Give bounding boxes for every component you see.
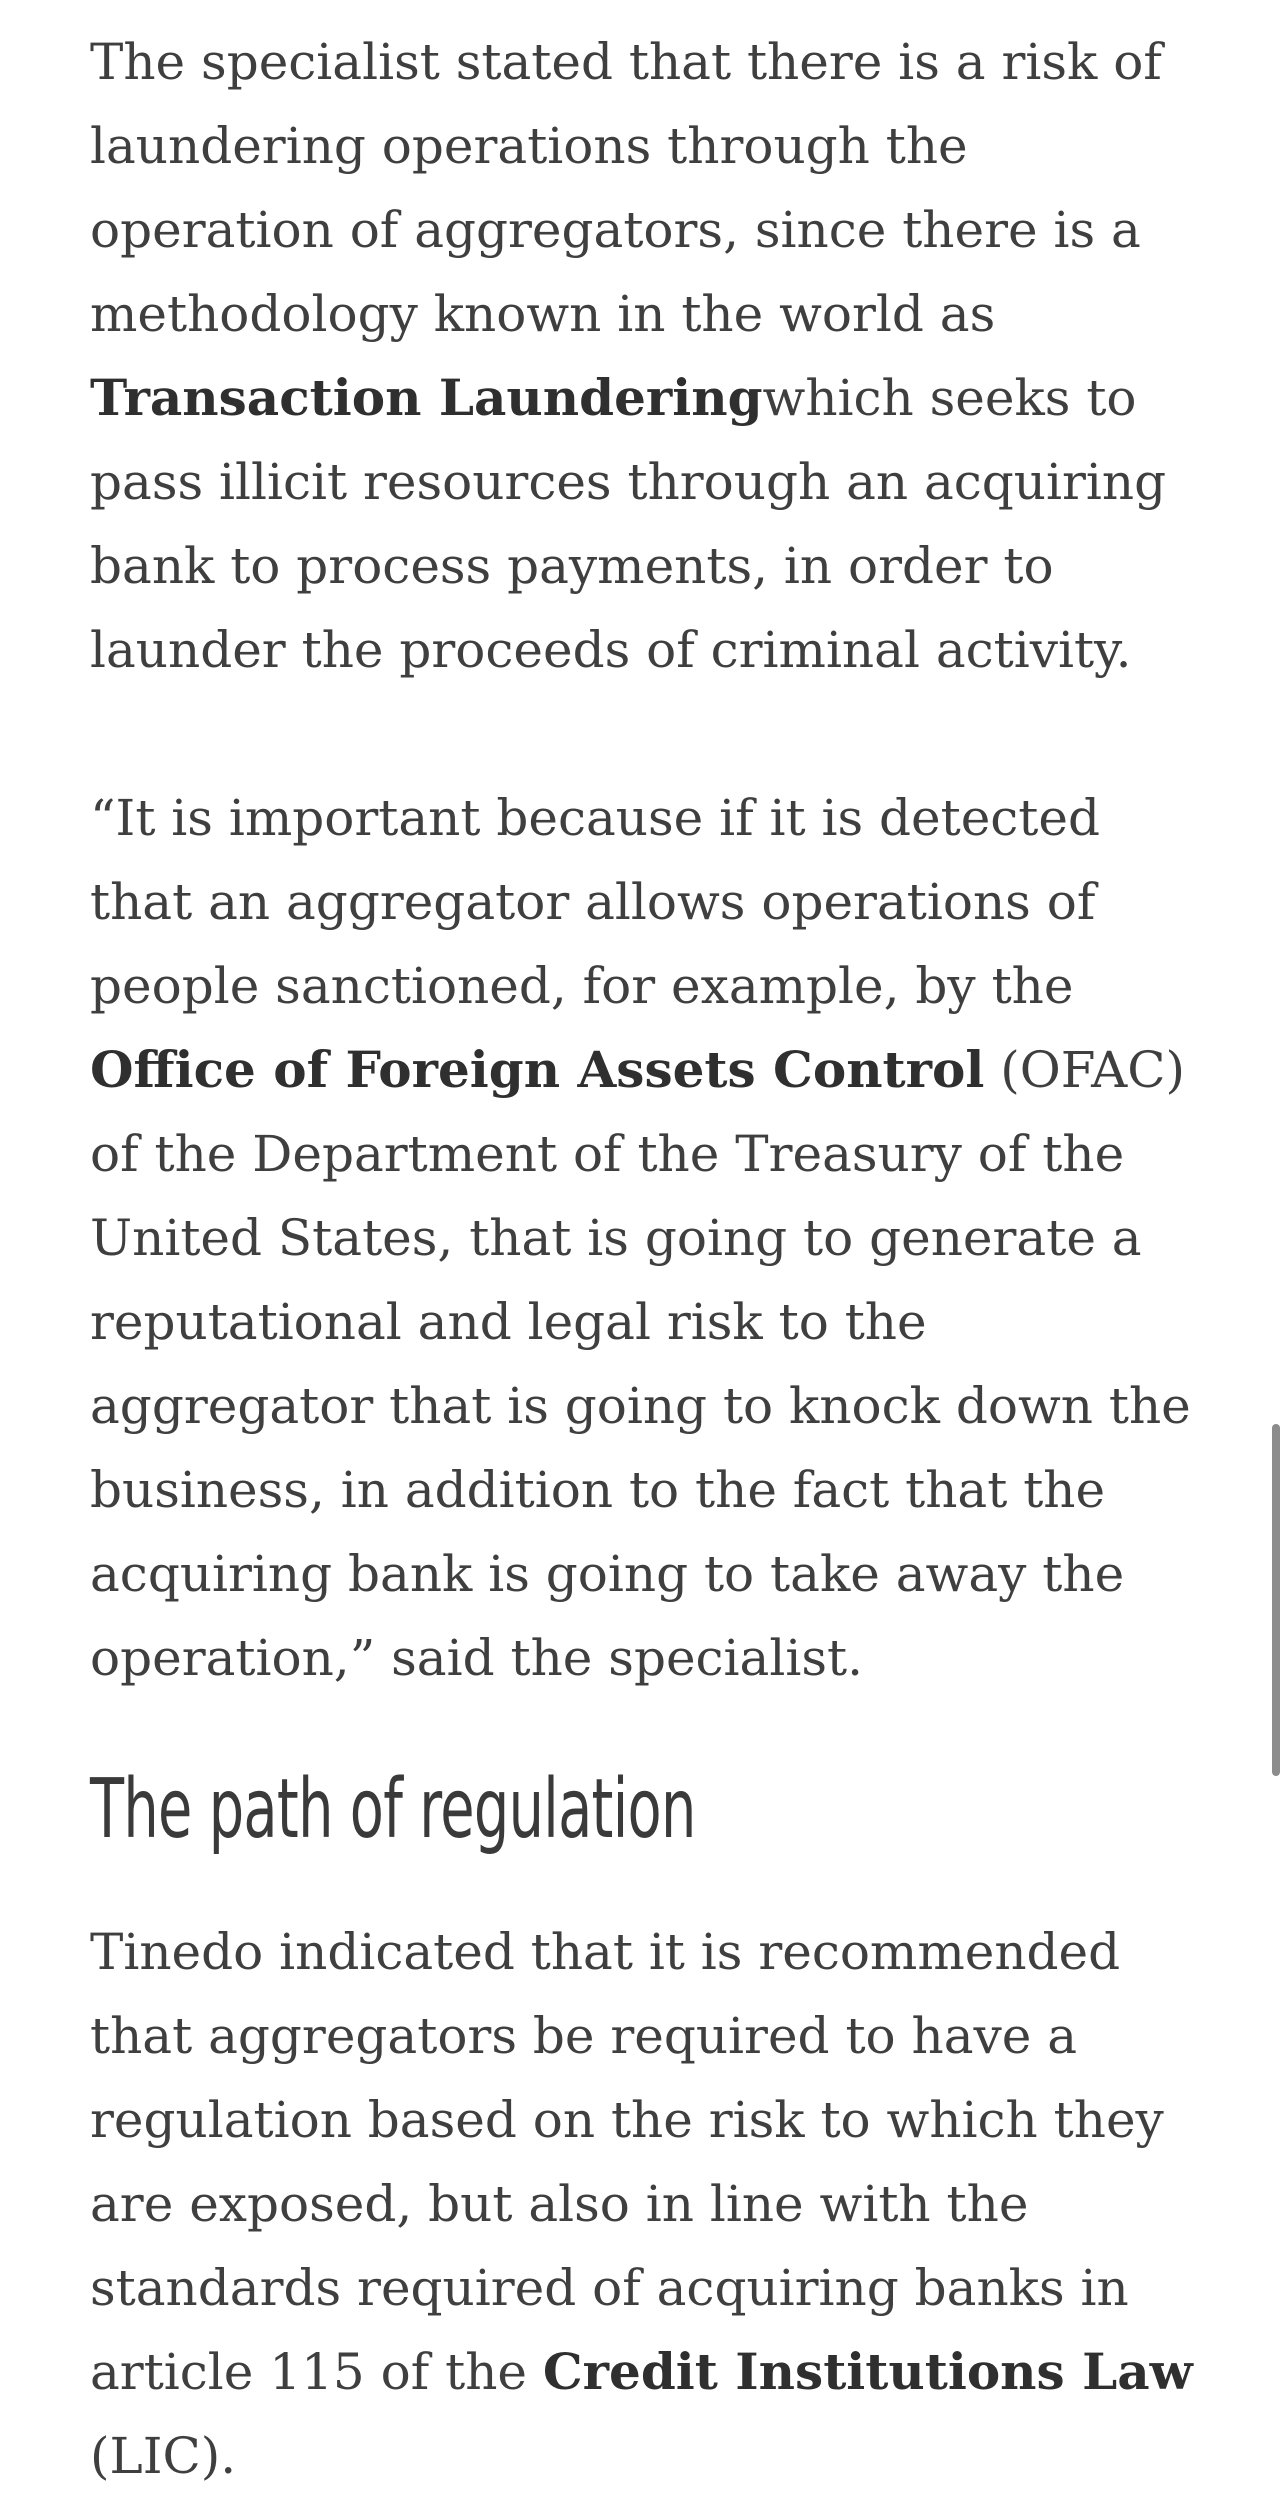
paragraph-transaction-laundering xyxy=(90,20,1210,692)
paragraph-text: which seeks to pass illicit resources through an acquiring bank to process payments, in order to launder the proceeds of criminal activity. xyxy=(90,369,1167,679)
bold-term-transaction-laundering: Transaction Laundering xyxy=(90,368,763,427)
paragraph-specialist-quote xyxy=(90,776,1210,1700)
bold-term-credit-institutions-law: Credit Institutions Law xyxy=(542,2342,1193,2401)
paragraph-text: The specialist stated that there is a risk of laundering operations through the operation of aggregators, since there is a methodology known in the world as xyxy=(90,33,1162,343)
section-heading: The path of regulation xyxy=(90,1762,696,1857)
paragraph-text: “It is important because if it is detected that an aggregator allows operations of people sanctioned, for example, by the xyxy=(90,789,1100,1015)
paragraph-text: Tinedo indicated that it is recommended that aggregators be required to have a regulation based on the risk to which they are exposed, but also in line with the standards required of acquiring banks in article 115 of the xyxy=(90,1923,1164,2401)
vertical-scrollbar-thumb[interactable] xyxy=(1272,1424,1280,1776)
bold-term-ofac: Office of Foreign Assets Control xyxy=(90,1040,985,1099)
paragraph-regulation xyxy=(90,1910,1210,2498)
paragraph-text: (OFAC) of the Department of the Treasury of the United States, that is going to generate a reputational and legal risk to the aggregator that is going to knock down the business, in addition to the fact that the acquiring bank is going to take away the operation,” said the specialist. xyxy=(90,1041,1191,1687)
article-body xyxy=(90,20,1210,2498)
paragraph-text: (LIC). xyxy=(90,2427,237,2485)
